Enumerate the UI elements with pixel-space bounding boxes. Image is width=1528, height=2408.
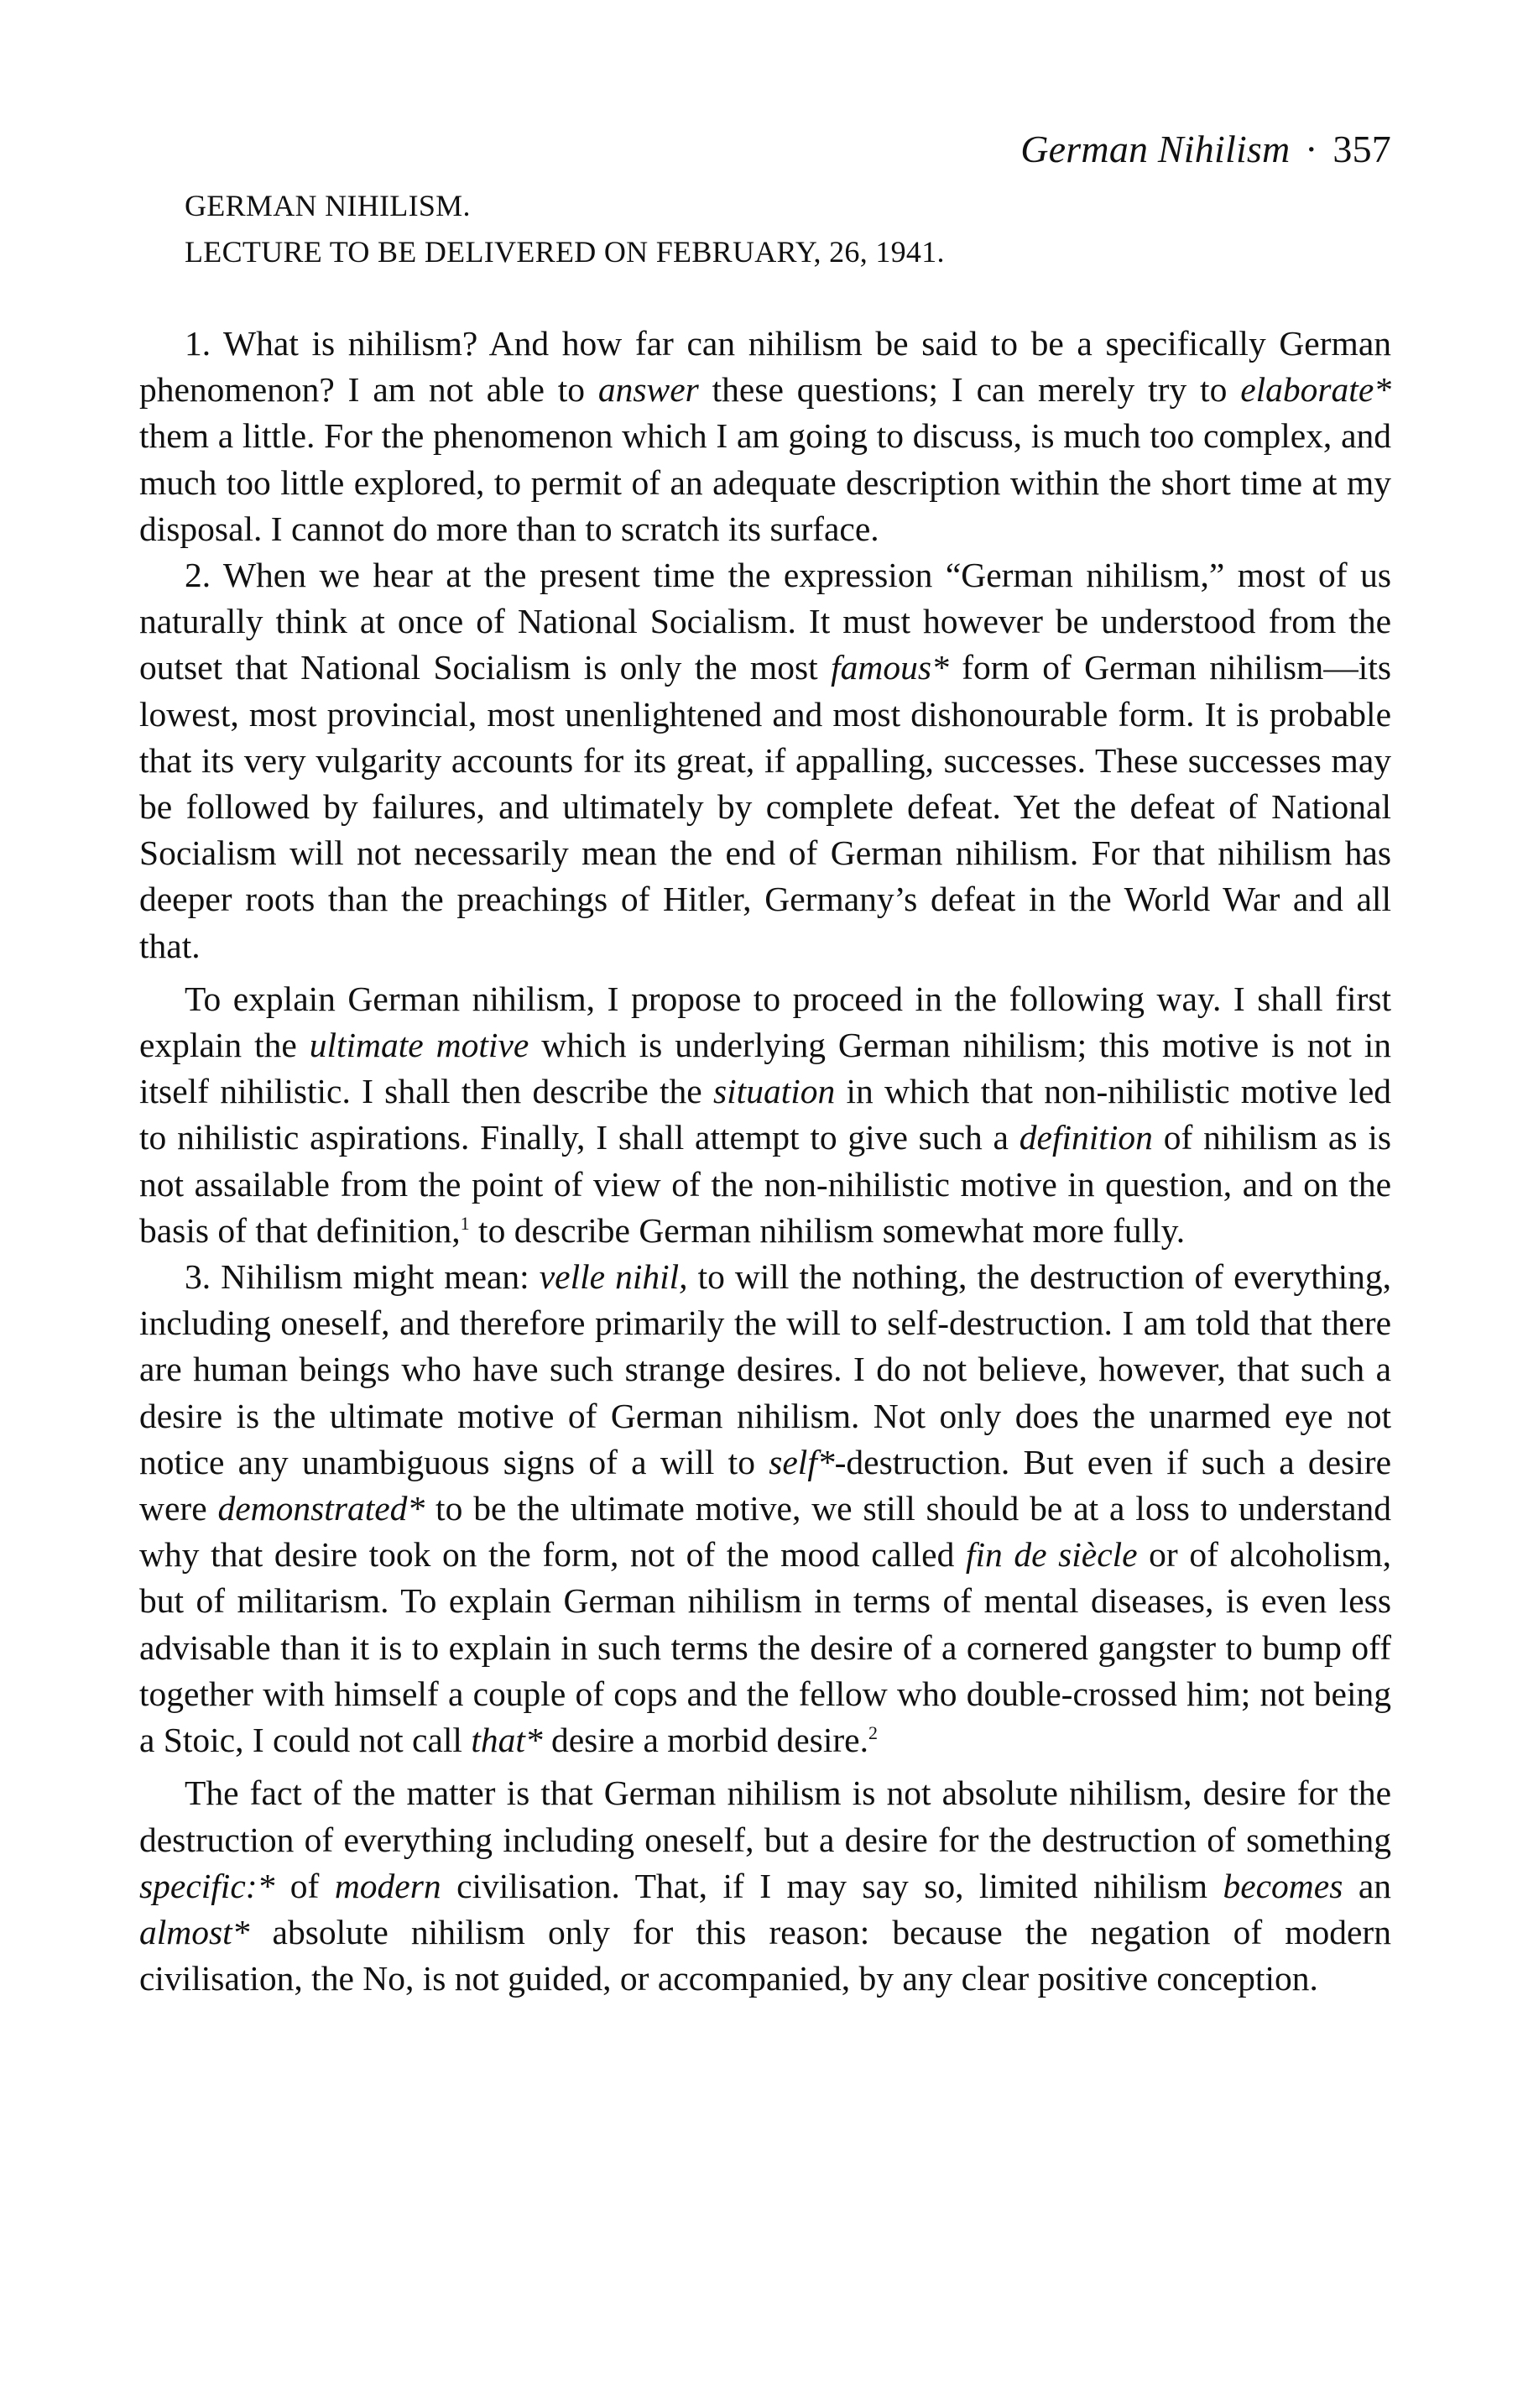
paragraph-3 (139, 976, 1391, 1254)
p1-em-answer: answer (597, 370, 699, 410)
footnote-ref-2[interactable]: 2 (868, 1722, 878, 1744)
p1-text-a: 1. What is nihilism? And how far can nihilism be said to be a specifically German phenomenon? I am not able to (139, 324, 1391, 410)
p2-text-a: 2. When we hear at the present time the expression “German nihilism,” most of us naturally think at once of National Socialism. It must however be understood from the outset that National Socialism is only the most (139, 556, 1391, 687)
p3-text-a: To explain German nihilism, I propose to proceed in the following way. I shall first explain the (139, 979, 1391, 1065)
paragraph-1 (139, 321, 1391, 552)
p3-text-g: of nihilism as is not assailable from the point of view of the non-nihilistic motive in question, and on the basis of that definition, (139, 1118, 1391, 1250)
p5-text-a: The fact of the matter is that German nihilism is not absolute nihilism, desire for the destruction of everything including oneself, but a desire for the destruction of something (139, 1773, 1391, 1859)
p4-text-g: to be the ultimate motive, we still should be at a loss to understand why that desire took on the form, not of the mood called (139, 1489, 1391, 1575)
p3-text-c: which is underlying German nihilism; this motive is not in itself nihilistic. I shall then describe the (139, 1026, 1391, 1111)
p5-em-modern: modern (334, 1866, 441, 1905)
p4-em-demonstrated: demonstrated* (217, 1489, 425, 1528)
p4-text-a: 3. Nihilism might mean: (185, 1257, 540, 1297)
p5-em-specific: specific:* (139, 1866, 275, 1905)
body-text (139, 321, 1391, 2002)
lecture-subtitle: LECTURE TO BE DELIVERED ON FEBRUARY, 26, 1941. (185, 235, 945, 269)
p3-text-e: in which that non-nihilistic motive led to nihilistic aspirations. Finally, I shall attempt to give such a (139, 1072, 1391, 1157)
paragraph-5 (139, 1770, 1391, 2002)
p5-text-g: an (1343, 1866, 1391, 1905)
p5-em-becomes: becomes (1223, 1866, 1343, 1905)
p1-text-e: them a little. For the phenomenon which I am going to discuss, is much too complex, and much too little explored, to permit of an adequate description within the short time at my disposal. I cannot do more than to scratch its surface. (139, 416, 1391, 548)
p4-text-e: -destruction. But even if such a desire were (139, 1442, 1392, 1528)
p4-text-k: desire a morbid desire. (542, 1721, 868, 1760)
p3-em-definition: definition (1019, 1118, 1153, 1157)
p4-text-c: to will the nothing, the destruction of everything, including oneself, and therefore primarily the will to self-destruction. I am told that there are human beings who have such strange desires. I do not believe, however, that such a desire is the ultimate motive of German nihilism. Not only does the unarmed eye not notice any unambiguous signs of a will to (139, 1257, 1391, 1481)
p2-em-famous: famous* (831, 648, 949, 687)
p4-em-that: that* (471, 1721, 543, 1760)
p1-em-elaborate: elaborate* (1240, 370, 1391, 410)
page-number: 357 (1332, 128, 1391, 170)
p5-text-e: civilisation. That, if I may say so, limited nihilism (441, 1866, 1223, 1905)
p4-text-i: or of alcoholism, but of militarism. To explain German nihilism in terms of mental diseases, is even less advisable than it is to explain in such terms the desire of a cornered gangster to bump off together with himself a couple of cops and the fellow who double-crossed him; not being a Stoic, I could not call (139, 1535, 1392, 1760)
running-head-separator: · (1305, 128, 1318, 170)
running-head-title: German Nihilism (1020, 128, 1291, 170)
footnote-ref-1[interactable]: 1 (460, 1213, 470, 1235)
p4-em-velle-nihil: velle nihil, (539, 1257, 688, 1297)
p4-em-self: self* (769, 1442, 835, 1481)
p3-em-ultimate-motive: ultimate motive (309, 1026, 529, 1065)
p5-em-almost: almost* (139, 1912, 250, 1951)
p3-text-h: to describe German nihilism somewhat more fully. (469, 1210, 1186, 1250)
p4-em-fin-de-siecle: fin de siècle (965, 1535, 1138, 1575)
page (139, 126, 1391, 2002)
running-head (139, 126, 1391, 173)
p5-text-c: of (274, 1866, 335, 1905)
paragraph-4 (139, 1254, 1391, 1763)
lecture-title: GERMAN NIHILISM. (185, 189, 471, 222)
p2-text-c: form of German nihilism—its lowest, most provincial, most unenlightened and most dishonourable form. It is probable that its very vulgarity accounts for its great, if appalling, successes. These successes may be followed by failures, and ultimately by complete defeat. Yet the defeat of National Socialism will not necessarily mean the end of German nihilism. For that nihilism has deeper roots than the preachings of Hitler, Germany’s defeat in the World War and all that. (139, 648, 1391, 965)
p1-text-c: these questions; I can merely try to (698, 370, 1241, 410)
p5-text-i: absolute nihilism only for this reason: because the negation of modern civilisation, the No, is not guided, or accompanied, by any clear positive conception. (139, 1912, 1391, 1998)
paragraph-2 (139, 552, 1391, 969)
p3-em-situation: situation (712, 1072, 836, 1111)
